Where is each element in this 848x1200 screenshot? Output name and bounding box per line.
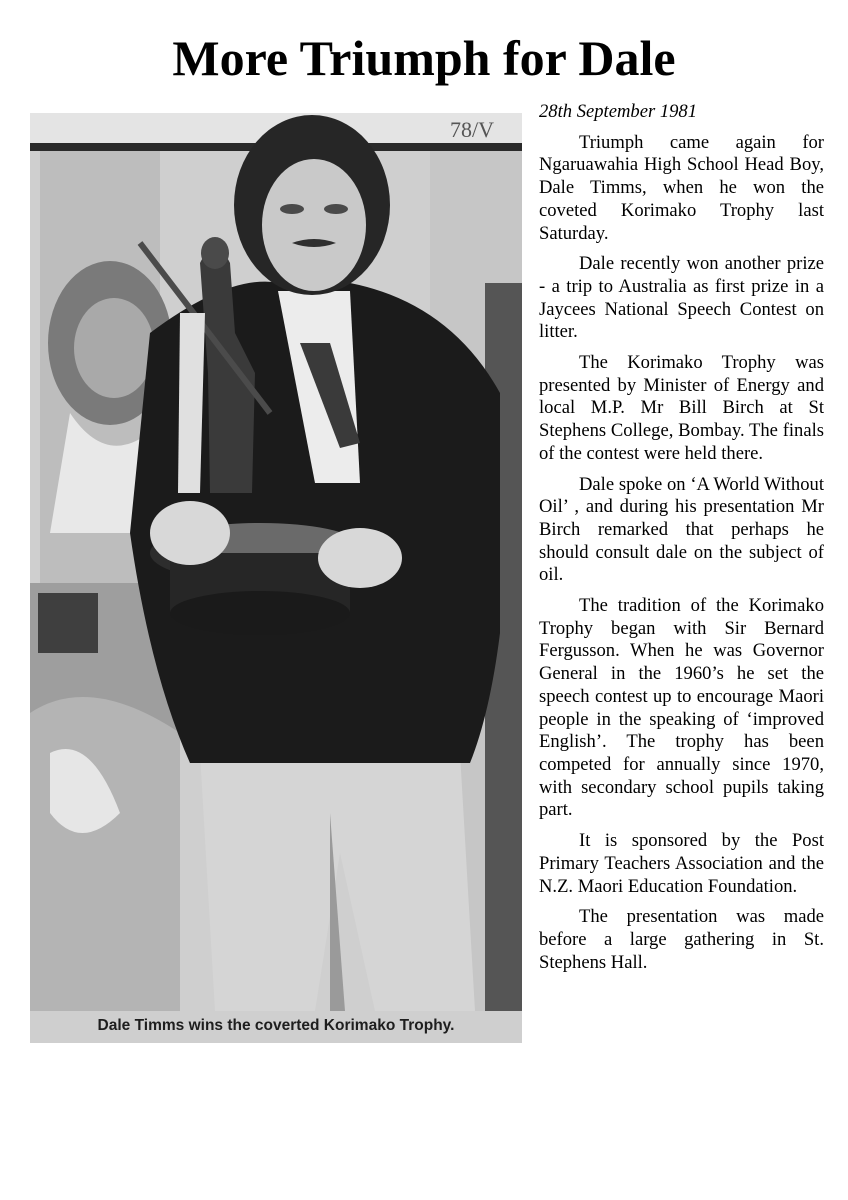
paragraph: Dale spoke on ‘A World Without Oil’ , and during his presentation Mr Birch remarked that perhaps he should consult dale on the subject of oil. [539, 473, 824, 586]
photo-caption: Dale Timms wins the coverted Korimako Trophy. [30, 1011, 522, 1043]
newspaper-photo [30, 113, 522, 1043]
paragraph: The Korimako Trophy was presented by Minister of Energy and local M.P. Mr Bill Birch at St Stephens College, Bombay. The finals of the contest were held there. [539, 352, 824, 464]
paragraph: It is sponsored by the Post Primary Teachers Association and the N.Z. Maori Education Foundation. [539, 830, 824, 897]
paragraph: Dale recently won another prize - a trip to Australia as first prize in a Jaycees National Speech Contest on litter. [539, 253, 824, 343]
paragraph: Triumph came again for Ngaruawahia High School Head Boy, Dale Timms, when he won the coveted Korimako Trophy last Saturday. [539, 131, 824, 244]
photo-illustration [30, 113, 522, 1011]
dateline: 28th September 1981 [539, 101, 698, 122]
corner-note: 78/V [450, 117, 494, 142]
headline: More Triumph for Dale [172, 30, 676, 86]
paragraph: The presentation was made before a large gathering in St. Stephens Hall. [539, 906, 824, 973]
article-body [539, 101, 824, 982]
paragraph: The tradition of the Korimako Trophy began with Sir Bernard Fergusson. When he was Governor General in the 1960’s he set the speech contest up to encourage Maori people in the speaking of ‘improved English’. The trophy has been competed for annually since 1970, with secondary school pupils taking part. [539, 595, 824, 821]
